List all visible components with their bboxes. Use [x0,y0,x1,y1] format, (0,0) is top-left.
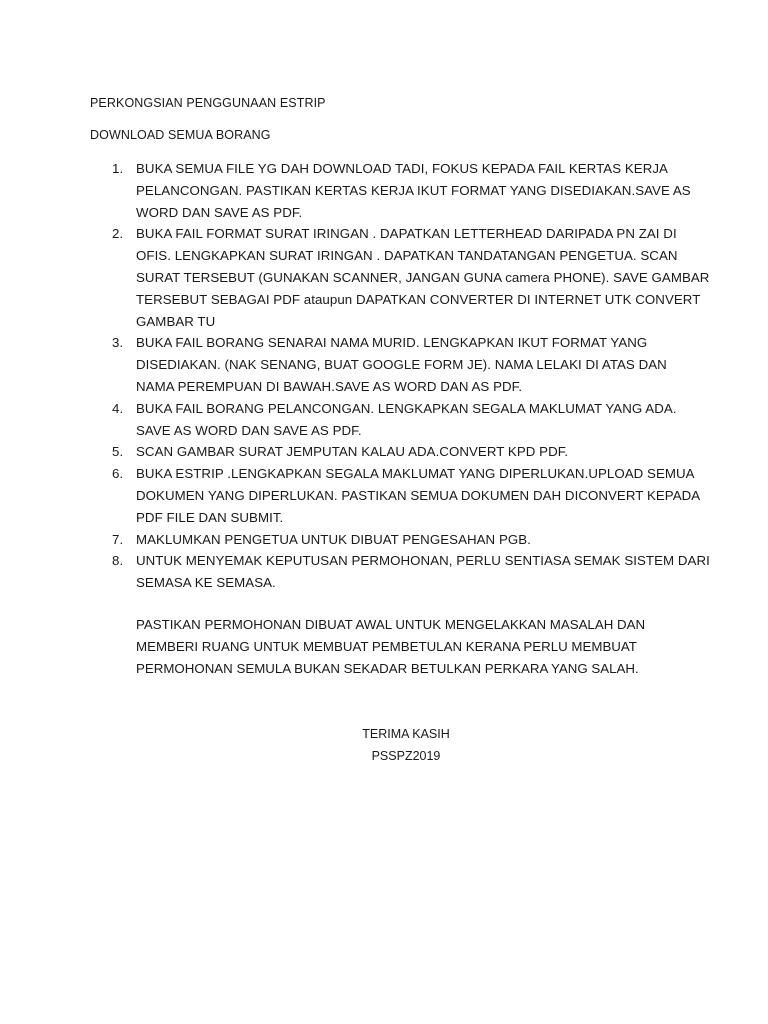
step-item [90,398,690,442]
step-text-line: NAMA PEREMPUAN DI BAWAH.SAVE AS WORD DAN AS PDF. [136,378,523,394]
note-text-line: MEMBERI RUANG UNTUK MEMBUAT PEMBETULAN KERANA PERLU MEMBUAT [136,638,637,654]
step-text-line: BUKA FAIL BORANG SENARAI NAMA MURID. LENGKAPKAN IKUT FORMAT YANG [136,335,648,351]
step-item [90,550,710,594]
step-text-line: MAKLUMKAN PENGETUA UNTUK DIBUAT PENGESAHAN PGB. [136,531,531,547]
step-number: 4. [112,400,124,416]
step-text-line: DISEDIAKAN. (NAK SENANG, BUAT GOOGLE FORM JE). NAMA LELAKI DI ATAS DAN [136,357,667,373]
step-text-line: BUKA FAIL FORMAT SURAT IRINGAN . DAPATKAN LETTERHEAD DARIPADA PN ZAI DI [136,226,677,242]
step-number: 6. [112,466,124,482]
step-text-line: WORD DAN SAVE AS PDF. [136,204,303,220]
step-text-line: PELANCONGAN. PASTIKAN KERTAS KERJA IKUT FORMAT YANG DISEDIAKAN.SAVE AS [136,182,691,198]
document-title: PERKONGSIAN PENGGUNAAN ESTRIP [90,96,326,110]
step-number: 1. [112,161,124,176]
step-text-line: TERSEBUT SEBAGAI PDF ataupun DAPATKAN CONVERTER DI INTERNET UTK CONVERT [136,291,701,307]
step-item [90,158,690,223]
note-text-line: PASTIKAN PERMOHONAN DIBUAT AWAL UNTUK MENGELAKKAN MASALAH DAN [136,617,646,632]
step-text-line: SEMASA KE SEMASA. [136,575,276,591]
document-subtitle: DOWNLOAD SEMUA BORANG [90,128,271,142]
step-item [90,441,690,463]
step-item [90,463,701,528]
step-item [90,529,690,551]
step-number: 3. [112,335,124,351]
step-item [90,332,690,397]
step-text-line: PDF FILE DAN SUBMIT. [136,509,284,525]
step-number: 7. [112,531,124,547]
note-text-line: PERMOHONAN SEMULA BUKAN SEKADAR BETULKAN PERKARA YANG SALAH. [136,660,639,676]
step-text-line: UNTUK MENYEMAK KEPUTUSAN PERMOHONAN, PERLU SENTIASA SEMAK SISTEM DARI [136,553,710,569]
steps-list [90,158,710,594]
step-number: 5. [112,444,124,460]
step-text-line: GAMBAR TU [136,313,216,329]
step-item [90,223,710,332]
step-text-line: SAVE AS WORD DAN SAVE AS PDF. [136,422,362,438]
step-text-line: DOKUMEN YANG DIPERLUKAN. PASTIKAN SEMUA DOKUMEN DAH DICONVERT KEPADA [136,487,701,503]
step-text-line: OFIS. LENGKAPKAN SURAT IRINGAN . DAPATKAN TANDATANGAN PENGETUA. SCAN [136,248,678,264]
step-text-line: BUKA FAIL BORANG PELANCONGAN. LENGKAPKAN SEGALA MAKLUMAT YANG ADA. [136,400,677,416]
closing-thanks: TERIMA KASIH [362,727,450,741]
step-text-line: BUKA SEMUA FILE YG DAH DOWNLOAD TADI, FOKUS KEPADA FAIL KERTAS KERJA [136,161,668,176]
reminder-note [136,614,696,679]
closing-signature: PSSPZ2019 [371,749,441,763]
step-text-line: SCAN GAMBAR SURAT JEMPUTAN KALAU ADA.CONVERT KPD PDF. [136,444,569,460]
step-number: 2. [112,226,124,242]
step-text-line: BUKA ESTRIP .LENGKAPKAN SEGALA MAKLUMAT YANG DIPERLUKAN.UPLOAD SEMUA [136,466,695,482]
step-number: 8. [112,553,124,569]
step-text-line: SURAT TERSEBUT (GUNAKAN SCANNER, JANGAN GUNA camera PHONE). SAVE GAMBAR [136,269,710,285]
